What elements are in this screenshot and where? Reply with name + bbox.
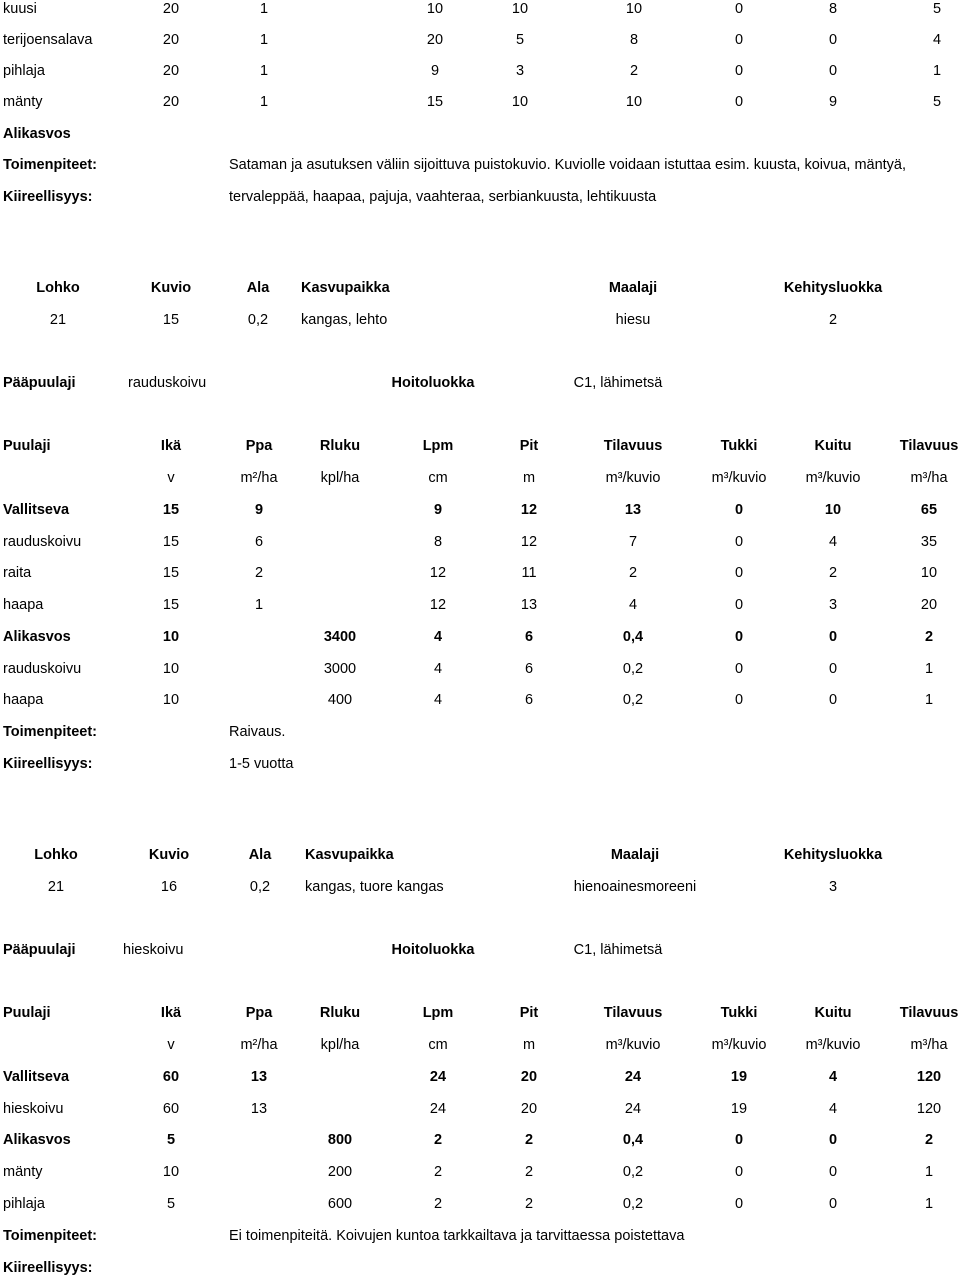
table-cell: 0 <box>734 502 744 518</box>
table-cell: 0 <box>734 1132 744 1149</box>
unit-label: m²/ha <box>240 470 278 486</box>
table-cell: 6 <box>524 628 534 645</box>
table-row-label: mänty <box>3 1164 43 1181</box>
table-cell: 11 <box>521 565 537 582</box>
table-cell: 0 <box>734 94 744 110</box>
table-cell: 0 <box>828 628 838 645</box>
table-cell: 0,4 <box>622 1132 644 1149</box>
table-row-label: Alikasvos <box>3 1132 71 1149</box>
table-cell: 20 <box>162 63 180 79</box>
table-cell: 0,2 <box>622 1195 644 1212</box>
table-cell: 10 <box>511 1 529 17</box>
table-cell: 15 <box>162 565 180 582</box>
table-cell: 4 <box>828 533 838 550</box>
table-cell: 0 <box>828 692 838 709</box>
table-header: Ikä <box>160 438 182 454</box>
table-cell: 13 <box>250 1100 268 1117</box>
unit-label: m²/ha <box>240 1037 278 1053</box>
table-cell: 2 <box>629 63 639 79</box>
toimenpiteet-label: Toimenpiteet: <box>3 157 97 173</box>
table-cell: 1 <box>259 1 269 17</box>
table-cell: 10 <box>162 692 180 709</box>
table-cell: 0 <box>734 1164 744 1181</box>
table-cell: 120 <box>916 1069 942 1085</box>
table-cell: 2 <box>828 565 838 582</box>
table-cell: 4 <box>433 628 443 645</box>
table-cell: 24 <box>429 1069 447 1085</box>
table-cell: 19 <box>730 1069 748 1085</box>
table-cell: 7 <box>628 533 638 550</box>
unit-label: m³/kuvio <box>605 470 661 486</box>
table-header: Tilavuus <box>899 1005 959 1021</box>
table-cell: 0 <box>734 1 744 17</box>
table-cell: 0,4 <box>622 628 644 645</box>
table-cell: 0 <box>828 660 838 677</box>
table-cell: 8 <box>828 1 838 17</box>
unit-label: m <box>522 1037 536 1053</box>
toimenpiteet-label: Toimenpiteet: <box>3 1227 97 1244</box>
hoitoluokka-label: Hoitoluokka <box>391 942 475 958</box>
table-cell: 20 <box>920 597 938 614</box>
ala-value: 0,2 <box>249 879 271 895</box>
unit-label: m³/kuvio <box>805 470 861 486</box>
table-header: Tukki <box>720 1005 758 1021</box>
unit-label: m³/kuvio <box>605 1037 661 1053</box>
table-cell: 600 <box>327 1195 353 1212</box>
toimenpiteet-text: Ei toimenpiteitä. Koivujen kuntoa tarkkailtava ja tarvittaessa poistettava <box>229 1227 685 1244</box>
table-cell: 20 <box>162 32 180 48</box>
paapuulaji-label: Pääpuulaji <box>3 942 76 958</box>
paapuulaji-label: Pääpuulaji <box>3 375 76 391</box>
table-cell: 800 <box>327 1132 353 1149</box>
unit-label: m³/ha <box>910 470 948 486</box>
table-row-label: Vallitseva <box>3 1069 70 1085</box>
table-cell: 0 <box>828 1195 838 1212</box>
header-maalaji: Maalaji <box>608 280 658 296</box>
table-header: Tilavuus <box>603 1005 663 1021</box>
hoitoluokka-value: C1, lähimetsä <box>573 375 663 391</box>
table-header: Tukki <box>720 438 758 454</box>
table-cell: 9 <box>828 94 838 110</box>
table-row-label: raita <box>3 565 32 582</box>
table-header: Ppa <box>245 438 273 454</box>
header-kuvio: Kuvio <box>150 280 192 296</box>
unit-label: kpl/ha <box>320 1037 360 1053</box>
lohko-value: 21 <box>47 879 65 895</box>
unit-label: kpl/ha <box>320 470 360 486</box>
table-cell: 400 <box>327 692 353 709</box>
table-cell: 0 <box>828 32 838 48</box>
table-cell: 24 <box>624 1100 642 1117</box>
header-kehitysluokka: Kehitysluokka <box>783 280 883 296</box>
header-lohko: Lohko <box>34 847 78 863</box>
maalaji-value: hienoainesmoreeni <box>573 879 697 895</box>
toimenpiteet-text: tervaleppää, haapaa, pajuja, vaahteraa, serbiankuusta, lehtikuusta <box>229 189 657 205</box>
table-cell: 9 <box>254 502 264 518</box>
species-name: mänty <box>3 94 43 110</box>
table-cell: 8 <box>433 533 443 550</box>
table-cell: 24 <box>429 1100 447 1117</box>
hoitoluokka-value: C1, lähimetsä <box>573 942 663 958</box>
table-cell: 20 <box>520 1069 538 1085</box>
kasvupaikka-value: kangas, tuore kangas <box>305 879 444 895</box>
table-cell: 20 <box>520 1100 538 1117</box>
table-cell: 60 <box>162 1069 180 1085</box>
table-header: Kuitu <box>814 1005 852 1021</box>
unit-label: m³/kuvio <box>711 470 767 486</box>
table-cell: 0 <box>828 1164 838 1181</box>
unit-label: cm <box>428 1037 448 1053</box>
table-cell: 9 <box>430 63 440 79</box>
table-cell: 5 <box>515 32 525 48</box>
kiireellisyys-label: Kiireellisyys: <box>3 1259 93 1276</box>
table-cell: 1 <box>924 1195 934 1212</box>
table-cell: 8 <box>629 32 639 48</box>
table-header-puulaji: Puulaji <box>3 1005 51 1021</box>
table-cell: 10 <box>426 1 444 17</box>
table-header-puulaji: Puulaji <box>3 438 51 454</box>
table-row-label: rauduskoivu <box>3 533 82 550</box>
table-row-label: Vallitseva <box>3 502 70 518</box>
table-cell: 20 <box>162 94 180 110</box>
table-cell: 2 <box>524 1132 534 1149</box>
unit-label: cm <box>428 470 448 486</box>
table-cell: 1 <box>254 597 264 614</box>
table-cell: 20 <box>162 1 180 17</box>
table-header: Lpm <box>422 1005 454 1021</box>
table-cell: 0 <box>734 628 744 645</box>
table-cell: 0 <box>828 63 838 79</box>
table-cell: 2 <box>628 565 638 582</box>
table-cell: 0 <box>734 32 744 48</box>
header-kuvio: Kuvio <box>148 847 190 863</box>
table-cell: 9 <box>433 502 443 518</box>
table-cell: 35 <box>920 533 938 550</box>
paapuulaji-value: rauduskoivu <box>128 375 207 391</box>
toimenpiteet-text: Raivaus. <box>229 723 286 740</box>
table-cell: 3000 <box>323 660 357 677</box>
table-cell: 20 <box>426 32 444 48</box>
table-cell: 120 <box>916 1100 942 1117</box>
table-cell: 5 <box>932 1 942 17</box>
table-row-label: pihlaja <box>3 1195 45 1212</box>
table-cell: 13 <box>520 597 538 614</box>
table-cell: 10 <box>625 94 643 110</box>
kiireellisyys-value: 1-5 vuotta <box>229 755 294 772</box>
table-cell: 4 <box>828 1100 838 1117</box>
kiireellisyys-label: Kiireellisyys: <box>3 755 93 772</box>
table-header: Pit <box>519 1005 539 1021</box>
table-cell: 1 <box>259 32 269 48</box>
header-kehitysluokka: Kehitysluokka <box>783 847 883 863</box>
species-name: kuusi <box>3 1 37 17</box>
table-cell: 0 <box>734 1195 744 1212</box>
unit-label: m <box>522 470 536 486</box>
toimenpiteet-label: Toimenpiteet: <box>3 723 97 740</box>
kasvupaikka-value: kangas, lehto <box>301 312 388 328</box>
table-header: Rluku <box>319 1005 361 1021</box>
table-cell: 10 <box>625 1 643 17</box>
table-cell: 10 <box>162 1164 180 1181</box>
unit-label: v <box>167 1037 175 1053</box>
table-cell: 0 <box>734 63 744 79</box>
table-row-label: Alikasvos <box>3 628 71 645</box>
table-cell: 2 <box>433 1164 443 1181</box>
table-cell: 2 <box>254 565 264 582</box>
table-cell: 12 <box>429 597 447 614</box>
table-cell: 4 <box>932 32 942 48</box>
table-cell: 1 <box>924 1164 934 1181</box>
kuvio-value: 16 <box>160 879 178 895</box>
header-lohko: Lohko <box>36 280 80 296</box>
table-cell: 2 <box>524 1195 534 1212</box>
table-cell: 0 <box>734 533 744 550</box>
table-row-label: haapa <box>3 692 44 709</box>
table-cell: 5 <box>166 1132 176 1149</box>
table-cell: 60 <box>162 1100 180 1117</box>
header-maalaji: Maalaji <box>610 847 660 863</box>
table-cell: 24 <box>624 1069 642 1085</box>
table-cell: 4 <box>433 692 443 709</box>
kiireellisyys-label: Kiireellisyys: <box>3 189 93 205</box>
table-cell: 5 <box>166 1195 176 1212</box>
table-cell: 1 <box>932 63 942 79</box>
table-cell: 0,2 <box>622 1164 644 1181</box>
paapuulaji-value: hieskoivu <box>123 942 184 958</box>
table-cell: 1 <box>924 692 934 709</box>
table-cell: 5 <box>932 94 942 110</box>
table-cell: 0,2 <box>622 660 644 677</box>
kehitysluokka-value: 3 <box>828 879 838 895</box>
table-cell: 12 <box>429 565 447 582</box>
table-header: Tilavuus <box>603 438 663 454</box>
table-cell: 2 <box>433 1132 443 1149</box>
table-cell: 200 <box>327 1164 353 1181</box>
table-header: Lpm <box>422 438 454 454</box>
table-header: Kuitu <box>814 438 852 454</box>
ala-value: 0,2 <box>247 312 269 328</box>
table-cell: 2 <box>433 1195 443 1212</box>
kehitysluokka-value: 2 <box>828 312 838 328</box>
table-header: Ppa <box>245 1005 273 1021</box>
table-cell: 10 <box>162 660 180 677</box>
table-cell: 12 <box>520 502 538 518</box>
table-cell: 10 <box>511 94 529 110</box>
header-ala: Ala <box>248 847 272 863</box>
table-cell: 0 <box>734 597 744 614</box>
hoitoluokka-label: Hoitoluokka <box>391 375 475 391</box>
species-name: terijoensalava <box>3 32 93 48</box>
table-cell: 0 <box>734 660 744 677</box>
table-cell: 12 <box>520 533 538 550</box>
table-cell: 1 <box>924 660 934 677</box>
table-cell: 1 <box>259 94 269 110</box>
table-cell: 10 <box>162 628 180 645</box>
kuvio-value: 15 <box>162 312 180 328</box>
table-cell: 6 <box>254 533 264 550</box>
table-cell: 4 <box>628 597 638 614</box>
header-kasvupaikka: Kasvupaikka <box>305 847 394 863</box>
table-cell: 15 <box>426 94 444 110</box>
table-cell: 0 <box>734 692 744 709</box>
table-cell: 0 <box>828 1132 838 1149</box>
table-cell: 6 <box>524 692 534 709</box>
table-cell: 15 <box>162 502 180 518</box>
table-cell: 10 <box>824 502 842 518</box>
unit-label: m³/kuvio <box>805 1037 861 1053</box>
table-cell: 65 <box>920 502 938 518</box>
table-cell: 15 <box>162 533 180 550</box>
table-cell: 0 <box>734 565 744 582</box>
table-cell: 3 <box>515 63 525 79</box>
table-header: Ikä <box>160 1005 182 1021</box>
maalaji-value: hiesu <box>615 312 651 328</box>
table-cell: 0,2 <box>622 692 644 709</box>
unit-label: m³/kuvio <box>711 1037 767 1053</box>
species-name: pihlaja <box>3 63 45 79</box>
table-cell: 4 <box>828 1069 838 1085</box>
header-ala: Ala <box>246 280 270 296</box>
table-cell: 15 <box>162 597 180 614</box>
table-cell: 4 <box>433 660 443 677</box>
table-cell: 6 <box>524 660 534 677</box>
toimenpiteet-text: Sataman ja asutuksen väliin sijoittuva puistokuvio. Kuviolle voidaan istuttaa esim. kuusta, koivua, mäntyä, <box>229 157 907 173</box>
table-cell: 13 <box>250 1069 268 1085</box>
table-row-label: rauduskoivu <box>3 660 82 677</box>
table-row-label: haapa <box>3 597 44 614</box>
table-cell: 3 <box>828 597 838 614</box>
table-cell: 3400 <box>323 628 357 645</box>
unit-label: v <box>167 470 175 486</box>
unit-label: m³/ha <box>910 1037 948 1053</box>
table-header: Pit <box>519 438 539 454</box>
table-cell: 19 <box>730 1100 748 1117</box>
table-cell: 2 <box>924 628 934 645</box>
lohko-value: 21 <box>49 312 67 328</box>
table-cell: 2 <box>924 1132 934 1149</box>
header-kasvupaikka: Kasvupaikka <box>301 280 390 296</box>
table-row-label: hieskoivu <box>3 1100 64 1117</box>
alikasvos-heading: Alikasvos <box>3 126 71 142</box>
table-header: Tilavuus <box>899 438 959 454</box>
table-cell: 13 <box>624 502 642 518</box>
table-header: Rluku <box>319 438 361 454</box>
table-cell: 1 <box>259 63 269 79</box>
table-cell: 2 <box>524 1164 534 1181</box>
table-cell: 10 <box>920 565 938 582</box>
